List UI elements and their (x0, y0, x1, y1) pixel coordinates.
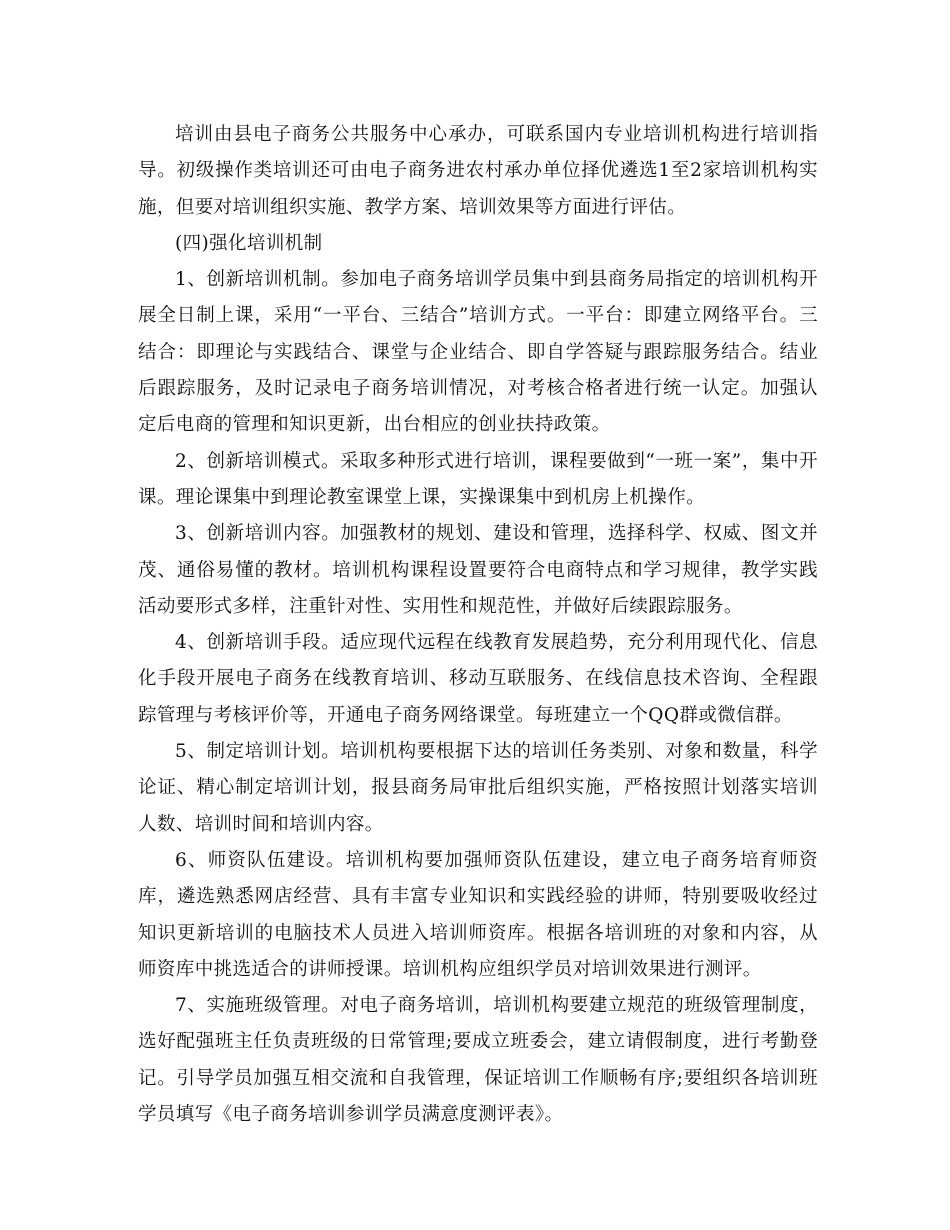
paragraph-item-5: 5、制定培训计划。培训机构要根据下达的培训任务类别、对象和数量，科学论证、精心制定培训计划，报县商务局审批后组织实施，严格按照计划落实培训人数、培训时间和培训内容。 (138, 741, 818, 835)
paragraph-item-4: 4、创新培训手段。适应现代远程在线教育发展趋势，充分利用现代化、信息化手段开展电子商务在线教育培训、移动互联服务、在线信息技术咨询、全程跟踪管理与考核评价等，开通电子商务网络课堂。每班建立一个QQ群或微信群。 (138, 632, 818, 726)
section-heading: (四)强化培训机制 (175, 232, 323, 254)
intro-paragraph: 培训由县电子商务公共服务中心承办，可联系国内专业培训机构进行培训指导。初级操作类培训还可由电子商务进农村承办单位择优遴选1至2家培训机构实施，但要对培训组织实施、教学方案、培训效果等方面进行评估。 (138, 124, 818, 218)
paragraph-item-7: 7、实施班级管理。对电子商务培训，培训机构要建立规范的班级管理制度，选好配强班主任负责班级的日常管理;要成立班委会，建立请假制度，进行考勤登记。引导学员加强互相交流和自我管理，保证培训工作顺畅有序;要组织各培训班学员填写《电子商务培训参训学员满意度测评表》。 (138, 995, 818, 1126)
paragraph-item-2: 2、创新培训模式。采取多种形式进行培训，课程要做到“一班一案”，集中开课。理论课集中到理论教室课堂上课，实操课集中到机房上机操作。 (138, 450, 818, 508)
document-body (138, 117, 818, 1133)
paragraph-item-3: 3、创新培训内容。加强教材的规划、建设和管理，选择科学、权威、图文并茂、通俗易懂的教材。培训机构课程设置要符合电商特点和学习规律，教学实践活动要形式多样，注重针对性、实用性和规范性，并做好后续跟踪服务。 (138, 523, 818, 617)
paragraph-item-6: 6、师资队伍建设。培训机构要加强师资队伍建设，建立电子商务培育师资库，遴选熟悉网店经营、具有丰富专业知识和实践经验的讲师，特别要吸收经过知识更新培训的电脑技术人员进入培训师资库。根据各培训班的对象和内容，从师资库中挑选适合的讲师授课。培训机构应组织学员对培训效果进行测评。 (138, 849, 818, 980)
paragraph-item-1: 1、创新培训机制。参加电子商务培训学员集中到县商务局指定的培训机构开展全日制上课，采用“一平台、三结合”培训方式。一平台：即建立网络平台。三结合：即理论与实践结合、课堂与企业结合、即自学答疑与跟踪服务结合。结业后跟踪服务，及时记录电子商务培训情况，对考核合格者进行统一认定。加强认定后电商的管理和知识更新，出台相应的创业扶持政策。 (138, 269, 818, 436)
